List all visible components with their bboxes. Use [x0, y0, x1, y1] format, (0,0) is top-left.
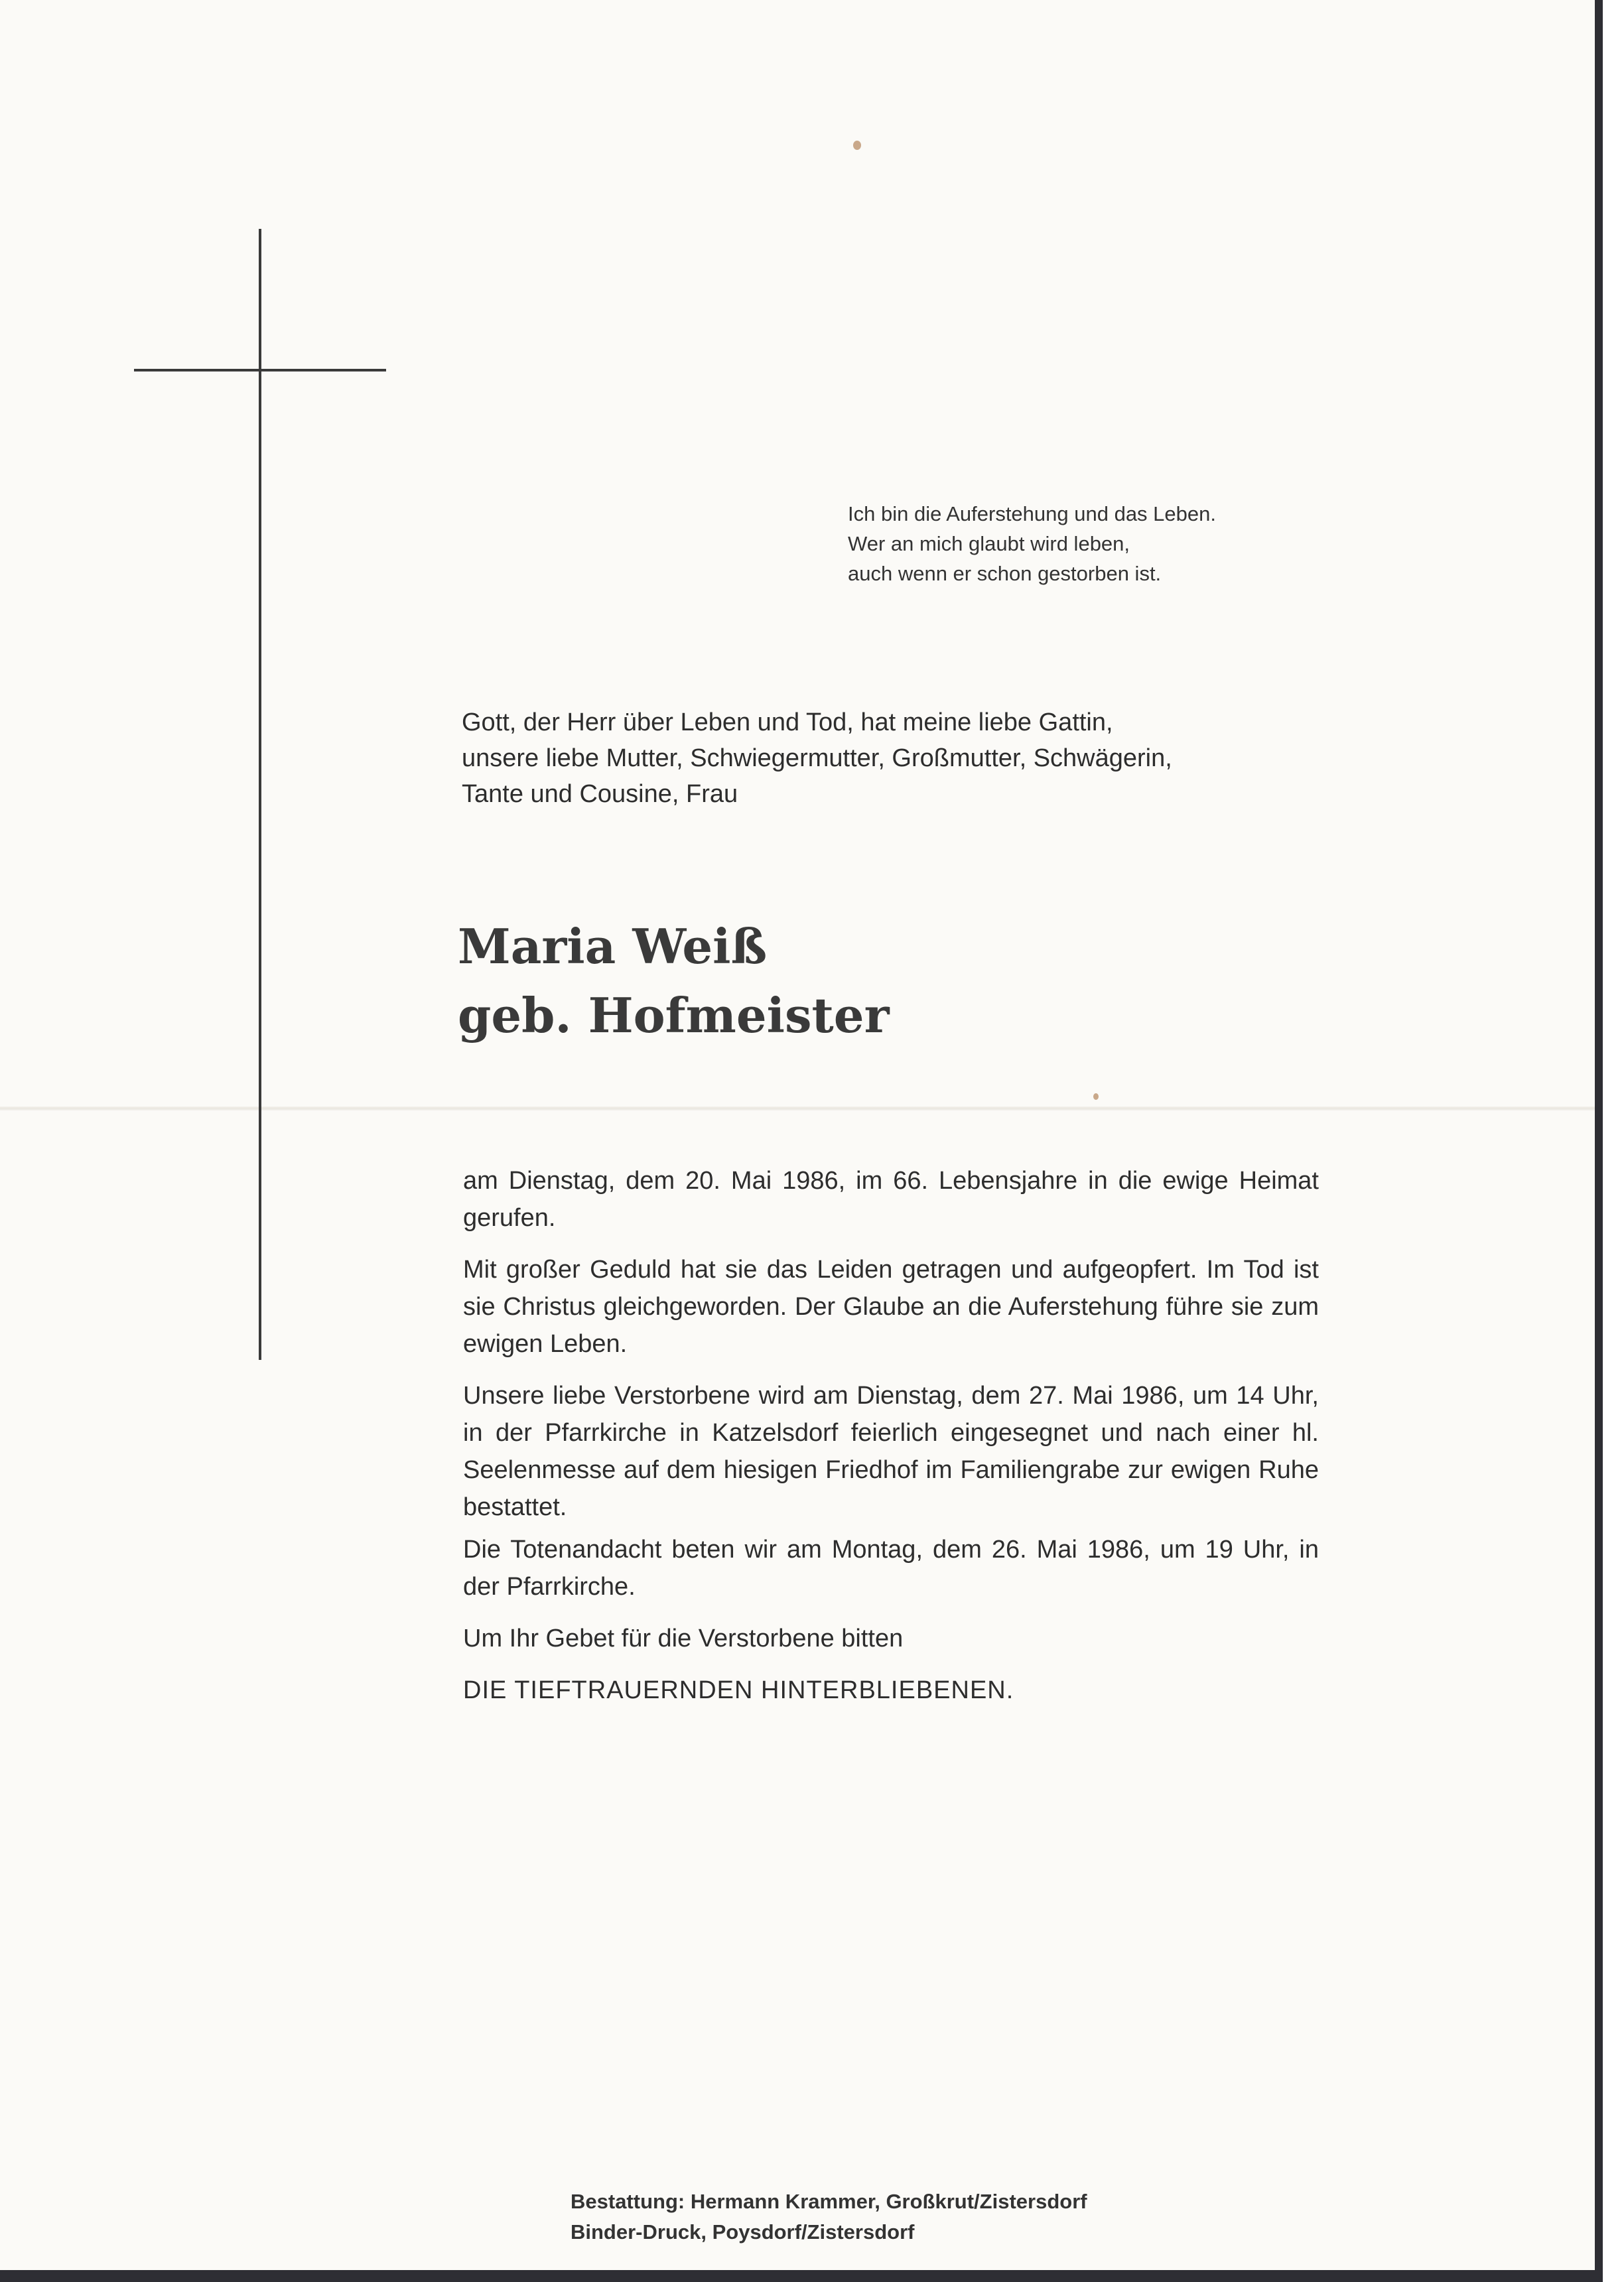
- verse-line: Ich bin die Auferstehung und das Leben.: [848, 502, 1216, 525]
- paper-stain: [1093, 1093, 1099, 1100]
- intro-line: Tante und Cousine, Frau: [462, 780, 738, 808]
- printer-credit: Binder-Druck, Poysdorf/Zistersdorf: [571, 2220, 915, 2244]
- intro-line: Gott, der Herr über Leben und Tod, hat meine liebe Gattin,: [462, 708, 1113, 736]
- deceased-name: Maria Weiß: [458, 918, 768, 974]
- faith-paragraph: Mit großer Geduld hat sie das Leiden getragen und aufgeopfert. Im Tod ist sie Christus gleichgeworden. Der Glaube an die Auferstehung führe sie zum ewigen Leben.: [463, 1256, 1319, 1358]
- scan-margin-right: [1603, 0, 1624, 2282]
- intro-line: unsere liebe Mutter, Schwiegermutter, Großmutter, Schwägerin,: [462, 744, 1172, 772]
- deceased-birth-name: geb. Hofmeister: [458, 987, 890, 1043]
- vigil-paragraph: Die Totenandacht beten wir am Montag, dem 26. Mai 1986, um 19 Uhr, in der Pfarrkirche.: [463, 1536, 1319, 1601]
- death-date-paragraph: am Dienstag, dem 20. Mai 1986, im 66. Lebensjahre in die ewige Heimat gerufen.: [463, 1167, 1319, 1232]
- verse-line: Wer an mich glaubt wird leben,: [848, 532, 1130, 555]
- bible-verse: [848, 499, 1352, 588]
- cross-icon-horizontal: [134, 369, 386, 371]
- deceased-name-block: [458, 912, 1121, 1050]
- undertaker-credit: Bestattung: Hermann Krammer, Großkrut/Zistersdorf: [571, 2190, 1087, 2213]
- scan-edge-bottom: [0, 2270, 1603, 2282]
- prayer-request: Um Ihr Gebet für die Verstorbene bitten: [463, 1625, 904, 1652]
- announcement-intro: [462, 705, 1311, 812]
- paper-fold-line: [0, 1107, 1595, 1110]
- print-footer: [571, 2186, 1300, 2248]
- paper-stain: [853, 141, 861, 150]
- funeral-paragraph: Unsere liebe Verstorbene wird am Dienstag, dem 27. Mai 1986, um 14 Uhr, in der Pfarrkirche in Katzelsdorf feierlich eingesegnet und nach einer hl. Seelenmesse auf dem hiesigen Friedhof im Familiengrabe zur ewigen Ruhe bestattet.: [463, 1382, 1319, 1521]
- cross-icon-vertical: [259, 229, 261, 1360]
- announcement-body: [463, 1162, 1319, 1709]
- scan-edge-right: [1595, 0, 1603, 2282]
- verse-line: auch wenn er schon gestorben ist.: [848, 562, 1162, 585]
- mourners-signature: DIE TIEFTRAUERNDEN HINTERBLIEBENEN.: [463, 1676, 1014, 1704]
